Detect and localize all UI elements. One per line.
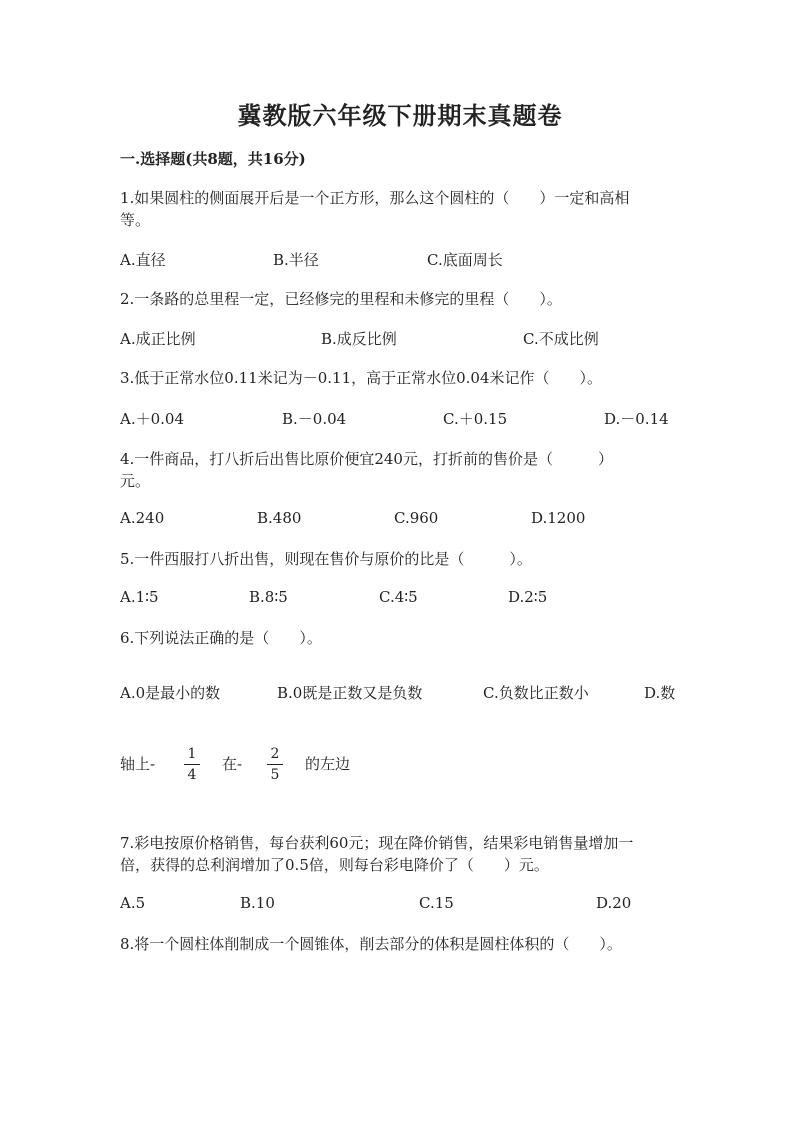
question-7	[120, 832, 633, 876]
option-d: D.－0.14	[604, 410, 669, 428]
option-b: B.－0.04	[282, 410, 347, 428]
question-5: 5.一件西服打八折出售，则现在售价与原价的比是（ ）。	[120, 550, 532, 568]
fraction-two-fifths	[267, 746, 283, 783]
option-b: B.8∶5	[249, 588, 288, 606]
question-6: 6.下列说法正确的是（ ）。	[120, 629, 322, 647]
question-text: 1.如果圆柱的侧面展开后是一个正方形，那么这个圆柱的（ ）一定和高相	[120, 189, 630, 207]
option-d-continuation: 在-	[222, 755, 243, 773]
option-a: A.1∶5	[120, 588, 159, 606]
option-a: A.直径	[120, 251, 166, 269]
option-d-continuation: 的左边	[305, 755, 351, 773]
question-2: 2.一条路的总里程一定，已经修完的里程和未修完的里程（ ）。	[120, 290, 562, 308]
option-c: C.15	[419, 894, 454, 912]
option-a: A.5	[120, 894, 146, 912]
fraction-bar	[267, 764, 283, 765]
question-text: 7.彩电按原价格销售，每台获利60元；现在降价销售，结果彩电销售量增加一	[120, 834, 634, 852]
option-b: B.10	[240, 894, 275, 912]
option-b: B.半径	[273, 251, 319, 269]
option-a: A.0是最小的数	[120, 684, 221, 702]
fraction-numerator: 1	[187, 746, 197, 762]
question-4	[120, 448, 613, 492]
question-text: 倍，获得的总利润增加了0.5倍，则每台彩电降价了（ ）元。	[120, 856, 549, 874]
fraction-denominator: 5	[270, 767, 280, 783]
fraction-bar	[184, 764, 200, 765]
question-text: 元。	[120, 472, 151, 490]
option-c: C.负数比正数小	[483, 684, 589, 702]
option-c: C.960	[394, 509, 439, 527]
option-b: B.成反比例	[321, 330, 397, 348]
page-title: 冀教版六年级下册期末真题卷	[237, 101, 563, 130]
option-d-continuation: 轴上-	[120, 755, 156, 773]
question-text: 等。	[120, 211, 151, 229]
question-3: 3.低于正常水位0.11米记为－0.11，高于正常水位0.04米记作（ ）。	[120, 369, 603, 387]
option-c: C.不成比例	[523, 330, 599, 348]
option-d: D.2∶5	[508, 588, 548, 606]
option-a: A.240	[120, 509, 165, 527]
fraction-one-quarter	[184, 746, 200, 783]
option-a: A.成正比例	[120, 330, 196, 348]
option-d: D.数	[644, 684, 676, 702]
option-b: B.480	[257, 509, 302, 527]
question-text: 4.一件商品，打八折后出售比原价便宜240元，打折前的售价是（ ）	[120, 450, 613, 468]
option-d: D.1200	[531, 509, 586, 527]
fraction-numerator: 2	[270, 746, 280, 762]
option-a: A.＋0.04	[120, 410, 184, 428]
fraction-denominator: 4	[187, 767, 197, 783]
question-1	[120, 187, 629, 231]
option-c: C.＋0.15	[443, 410, 508, 428]
option-b: B.0既是正数又是负数	[277, 684, 423, 702]
option-c: C.4∶5	[379, 588, 418, 606]
option-d: D.20	[596, 894, 632, 912]
question-8: 8.将一个圆柱体削制成一个圆锥体，削去部分的体积是圆柱体积的（ ）。	[120, 935, 622, 953]
option-c: C.底面周长	[427, 251, 503, 269]
section-heading: 一.选择题(共8题，共16分)	[120, 150, 306, 168]
